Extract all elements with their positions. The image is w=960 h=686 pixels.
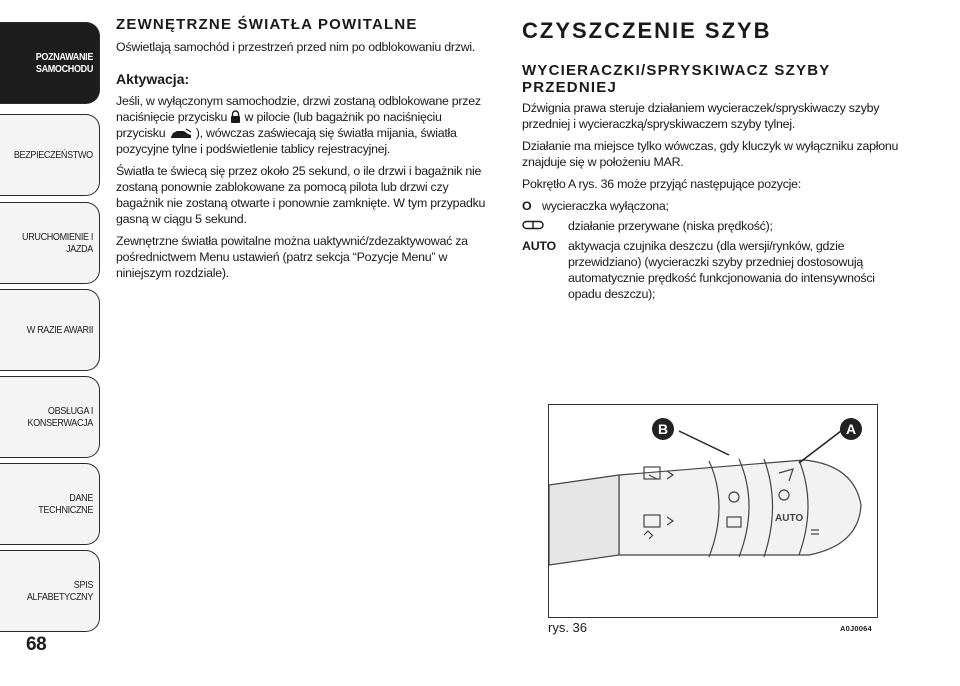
tab-dane-techniczne[interactable]	[0, 463, 100, 545]
wiper-lever-illustration	[549, 405, 878, 618]
ignition-paragraph: Działanie ma miejsce tylko wówczas, gdy kluczyk w wyłączniku zapłonu znajduje się w położeniu MAR.	[522, 139, 899, 169]
tab-label: OBSŁUGA I KONSERWACJA	[27, 404, 93, 429]
callout-b-label: B	[657, 421, 669, 437]
positions-paragraph: Pokrętło A rys. 36 może przyjąć następujące pozycje:	[522, 177, 802, 191]
option-key: AUTO	[522, 239, 556, 253]
text-run: Jeśli, w wyłączonym samochodzie, drzwi zostaną odblokowane przez naciśnięcie przycisku	[116, 94, 481, 124]
activation-heading: Aktywacja:	[116, 71, 190, 87]
tab-label: SPIS ALFABETYCZNY	[26, 578, 93, 603]
car-trunk-icon	[169, 128, 193, 140]
tab-poznawanie-samochodu[interactable]	[0, 22, 100, 104]
tab-label: URUCHOMIENIE I JAZDA	[22, 230, 93, 255]
section-title: CZYSZCZENIE SZYB	[522, 18, 772, 43]
text-run: ), wówczas zaświecają się światła mijania, światła pozycyjne tylne i podświetlenie tablicy rejestracyjnej.	[116, 126, 457, 156]
wiper-lever-figure	[548, 404, 878, 618]
option-off	[522, 198, 902, 214]
intermittent-wiper-icon	[522, 218, 564, 234]
duration-paragraph: Światła te świecą się przez około 25 sekund, o ile drzwi i bagażnik nie zostaną ponownie zablokowane za pomocą pilota lub drzwi czy bagażnik nie zostaną otwarte i ponownie zamknięte. W tym przypadku gasną w ciągu 5 sekund.	[116, 164, 486, 226]
text-run: w pilocie (lub bagażnik po naciśnięciu przycisku	[116, 110, 442, 140]
section-subtitle: WYCIERACZKI/SPRYSKIWACZ SZYBY PRZEDNIEJ	[522, 62, 831, 96]
page-number: 68	[26, 634, 47, 655]
option-auto	[522, 238, 902, 302]
lever-paragraph: Dźwignia prawa steruje działaniem wycieraczek/spryskiwaczy szyby przedniej i wycieraczką/spryskiwaczem szyby tylnej.	[522, 101, 880, 131]
tab-label: POZNAWANIE SAMOCHODU	[35, 50, 93, 75]
section-title: ZEWNĘTRZNE ŚWIATŁA POWITALNE	[116, 16, 418, 33]
padlock-icon	[230, 110, 241, 124]
tab-label: W RAZIE AWARII	[26, 323, 93, 336]
tab-w-razie-awarii[interactable]	[0, 289, 100, 371]
auto-marking: AUTO	[775, 513, 804, 524]
tab-obsluga-i-konserwacja[interactable]	[0, 376, 100, 458]
tab-label: DANE TECHNICZNE	[38, 491, 93, 516]
option-text: aktywacja czujnika deszczu (dla wersji/rynków, gdzie przewidziano) (wycieraczki szyby przedniej dostosowują automatycznie prędkość funkcjonowania do intensywności opadu deszczu);	[568, 239, 875, 301]
option-intermittent	[522, 218, 902, 234]
activation-paragraph	[116, 93, 494, 157]
tab-spis-alfabetyczny[interactable]	[0, 550, 100, 632]
figure-caption: rys. 36	[548, 620, 588, 635]
option-key: O	[522, 199, 532, 213]
tab-bezpieczenstwo[interactable]	[0, 114, 100, 196]
option-text: wycieraczka wyłączona;	[542, 199, 669, 213]
window-cleaning-section	[522, 16, 902, 306]
menu-paragraph: Zewnętrzne światła powitalne można uaktywnić/zdezaktywować za pośrednictwem Menu ustawień (patrz sekcja “Pozycje Menu” w niniejszym rozdziale).	[116, 234, 468, 280]
figure-code: A0J0064	[840, 624, 872, 633]
intro-paragraph: Oświetlają samochód i przestrzeń przed nim po odblokowaniu drzwi.	[116, 40, 476, 54]
welcome-lights-section	[116, 16, 494, 287]
callout-a-label: A	[845, 421, 857, 437]
tab-label: BEZPIECZEŃSTWO	[14, 148, 93, 161]
option-text: działanie przerywane (niska prędkość);	[568, 219, 773, 233]
tab-uruchomienie-i-jazda[interactable]	[0, 202, 100, 284]
